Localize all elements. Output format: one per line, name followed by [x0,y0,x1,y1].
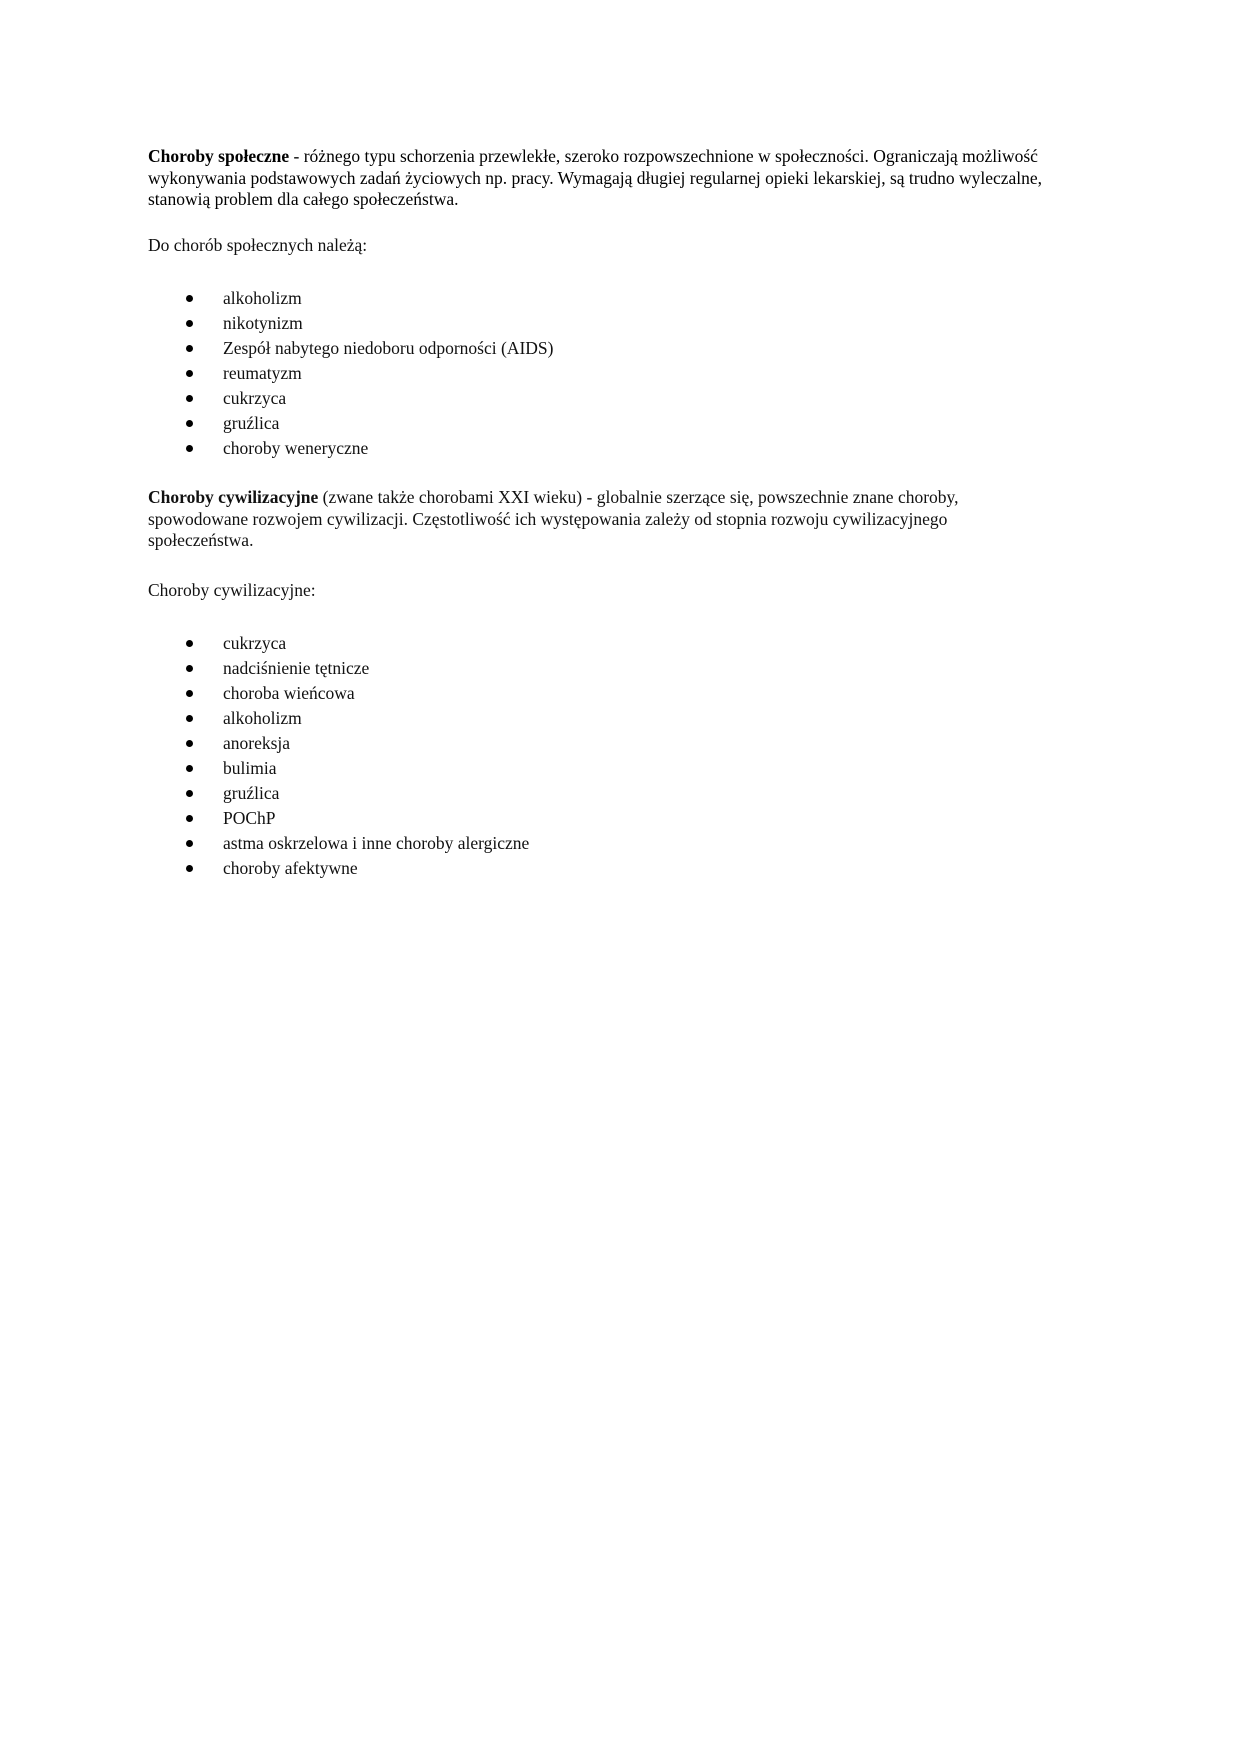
section1-list [148,286,1048,461]
section1-term: Choroby społeczne [148,146,290,166]
bullet-icon [186,445,193,452]
document-content [148,146,1048,881]
bullet-icon [186,295,193,302]
list-item: alkoholizm [148,706,1048,731]
list-item: anoreksja [148,731,1048,756]
bullet-icon [186,370,193,377]
bullet-icon [186,840,193,847]
list-item: gruźlica [148,781,1048,806]
list-item: gruźlica [148,411,1048,436]
list-item: nikotynizm [148,311,1048,336]
list-item: reumatyzm [148,361,1048,386]
section2-term: Choroby cywilizacyjne [148,487,319,507]
section2-list-intro: Choroby cywilizacyjne: [148,579,316,600]
list-item: nadciśnienie tętnicze [148,656,1048,681]
list-item: POChP [148,806,1048,831]
list-item: bulimia [148,756,1048,781]
section2-definition: (zwane także chorobami XXI wieku) - globalnie szerzące się, powszechnie znane choroby, spowodowane rozwojem cywilizacji. Częstotliwość ich występowania zależy od stopnia rozwoju cywilizacyjnego społeczeństwa. [148,487,959,550]
list-item: choroba wieńcowa [148,681,1048,706]
list-item: cukrzyca [148,386,1048,411]
list-item: alkoholizm [148,286,1048,311]
bullet-icon [186,790,193,797]
bullet-icon [186,815,193,822]
bullet-icon [186,690,193,697]
list-item: cukrzyca [148,631,1048,656]
list-item: choroby afektywne [148,856,1048,881]
section2-list [148,631,1048,881]
bullet-icon [186,345,193,352]
section2-paragraph [148,487,1048,552]
bullet-icon [186,740,193,747]
bullet-icon [186,715,193,722]
section1-paragraph [148,146,1048,211]
list-item: choroby weneryczne [148,436,1048,461]
bullet-icon [186,640,193,647]
bullet-icon [186,395,193,402]
bullet-icon [186,865,193,872]
bullet-icon [186,420,193,427]
section1-definition: - różnego typu schorzenia przewlekłe, szeroko rozpowszechnione w społeczności. Ograniczają możliwość wykonywania podstawowych zadań życiowych np. pracy. Wymagają długiej regularnej opieki lekarskiej, są trudno wyleczalne, stanowią problem dla całego społeczeństwa. [148,146,1043,209]
bullet-icon [186,665,193,672]
section1-list-intro: Do chorób społecznych należą: [148,234,368,255]
bullet-icon [186,765,193,772]
bullet-icon [186,320,193,327]
list-item: Zespół nabytego niedoboru odporności (AIDS) [148,336,1048,361]
list-item: astma oskrzelowa i inne choroby alergiczne [148,831,1048,856]
